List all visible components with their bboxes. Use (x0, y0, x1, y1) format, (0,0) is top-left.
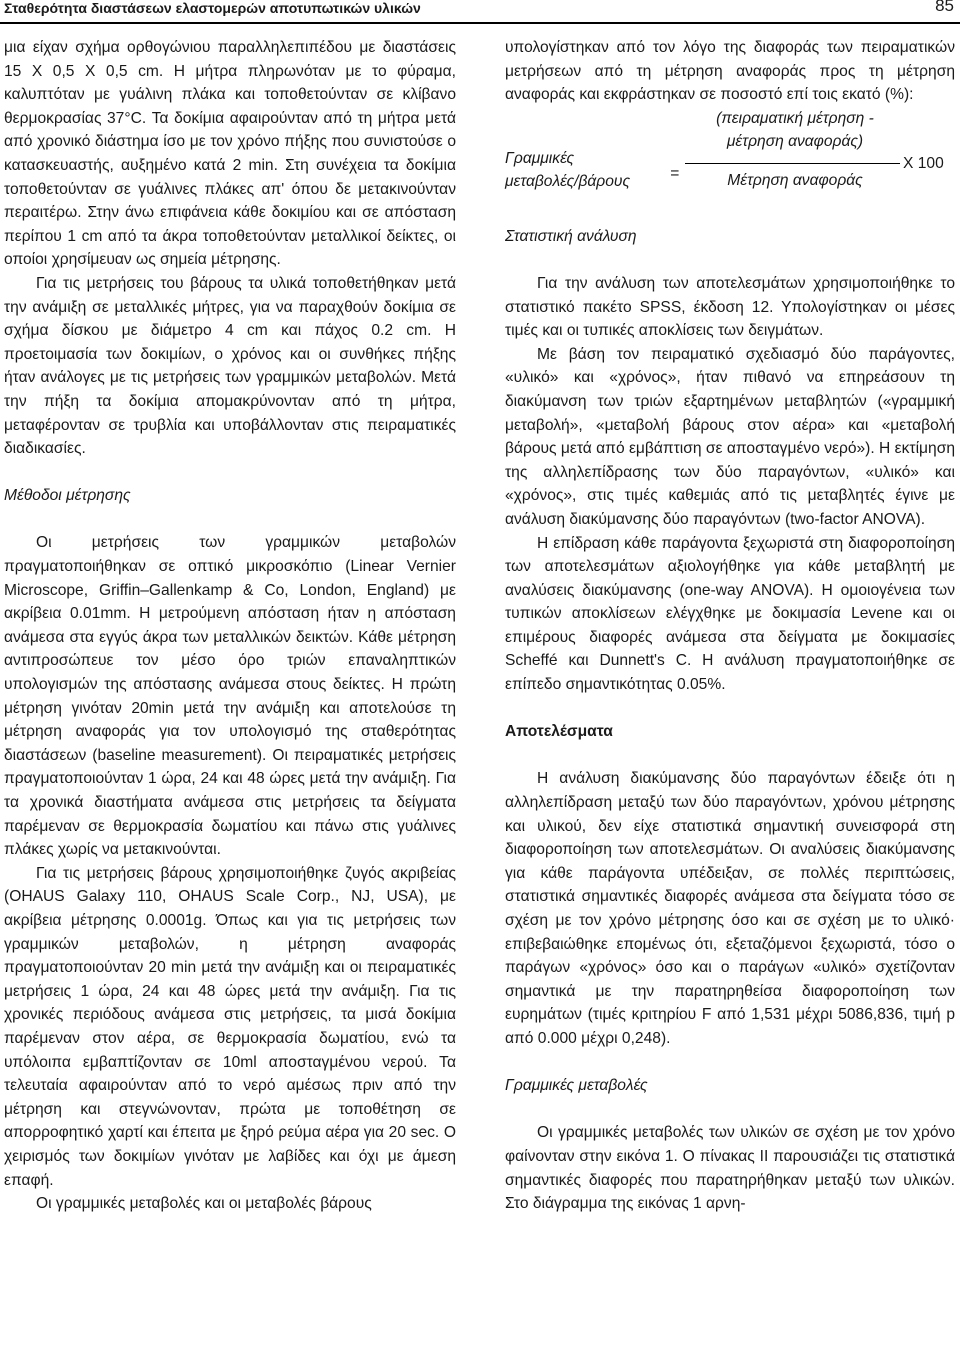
running-title: Σταθερότητα διαστάσεων ελαστομερών αποτυπωτικών υλικών (4, 0, 421, 16)
formula-equals: = (670, 164, 680, 182)
formula-denominator: Μέτρηση αναφοράς (727, 171, 863, 189)
paragraph-results: Η ανάλυση διακύμανσης δύο παραγόντων έδειξε ότι η αλληλεπίδραση μεταξύ των δύο παραγόντων, χρόνου μέτρησης και υλικού, δεν είχε στατιστικά σημαντική συνεισφορά στη διαφοροποίηση των αποτελεσμάτων. Οι αναλύσεις διακύμανσης για κάθε παράγοντα υπέδειξαν, σε πολλές περιπτώσεις, στατιστικά σημαντικές διαφορές ανάμεσα στα δείγματα τόσο σε σχέση με τον χρόνο μέτρησης όσο και σε σχέση με το υλικό· επιβεβαιώθηκε επομένως ότι, εξεταζόμενοι ξεχωριστά, τόσο ο παράγων «χρόνος» όσο και ο παράγων «υλικό» σχετίζονταν σημαντικά με την παρατηρηθείσα διαφοροποίηση των ευρημάτων (τιμές κριτηρίου F από 1,531 μέχρι 5086,836, τιμή p από 0.000 μέχρι 0,248). (505, 770, 955, 1047)
paragraph-specimen-prep: μια είχαν σχήμα ορθογώνιου παραλληλεπιπέδου με διαστάσεις 15 Χ 0,5 Χ 0,5 cm. Η μήτρα πληρωνόταν με το φύραμα, καλυπτόταν με γυάλινη πλάκα και τοποθετούνταν σε κλίβανο θερμοκρασίας 37°C. Τα δοκίμια αφαιρούνταν από τη μήτρα μετά από χρονικό διάστημα ίσο με τον χρόνο πήξης που συνιστούσε ο κατασκευαστής, αυξημένο κατά 2 min. Στη συνέχεια τα δοκίμια τοποθετούνταν σε γυάλινες πλάκες απ' όπου δε μετακινούνταν περαιτέρω. Στην άνω επιφάνεια κάθε δοκιμίου και σε απόσταση περίπου 1 cm από τα άκρα τοποθετούνταν μεταλλικοί δείκτες, οι οποίοι χρησίμευαν ως σημεία μέτρησης. (4, 39, 456, 269)
paragraph-one-way-anova: Η επίδραση κάθε παράγοντα ξεχωριστά στη διαφοροποίηση των αποτελεσμάτων αξιολογήθηκε για κάθε μεταβλητή με αναλύσεις διακύμανσης (one-way ANOVA). Η ομοιογένεια των τυπικών αποκλίσεων ελέγχθηκε με δοκιμασία Levene και οι επιμέρους διαφορές ανάμεσα στα δείγματα με δοκιμασίες Scheffé και Dunnett's C. Η ανάλυση πραγματοποιήθηκε σε επίπεδο σημαντικότητας 0.05%. (505, 534, 955, 694)
paragraph-linear-changes: Οι γραμμικές μεταβολές των υλικών σε σχέση με τον χρόνο φαίνονταν στην εικόνα 1. Ο πίνακας ΙΙ παρουσιάζει τις στατιστικά σημαντικές διαφορές που παρατηρήθηκαν μεταξύ των υλικών. Στο διάγραμμα της εικόνας 1 αρνη- (505, 1124, 955, 1213)
heading-methods: Μέθοδοι μέτρησης (4, 487, 131, 505)
formula-left-line1: Γραμμικές (505, 149, 575, 167)
fraction-bar (685, 163, 900, 164)
formula-numerator-line2: μέτρηση αναφοράς) (726, 132, 864, 150)
paragraph-calculation: υπολογίστηκαν από τον λόγο της διαφοράς των πειραματικών μετρήσεων από τη μέτρηση αναφοράς προς τη μέτρηση αναφοράς και εκφράστηκαν σε ποσοστό επί τοις εκατό (%): (505, 39, 955, 104)
heading-linear-changes: Γραμμικές μεταβολές (505, 1077, 648, 1095)
paragraph-changes-start: Οι γραμμικές μεταβολές και οι μεταβολές βάρους (36, 1195, 372, 1213)
right-column (505, 36, 955, 1216)
heading-statistics: Στατιστική ανάλυση (505, 227, 637, 245)
formula-left-side (505, 147, 630, 193)
paragraph-weight-measurement: Για τις μετρήσεις βάρους χρησιμοποιήθηκε ζυγός ακριβείας (OHAUS Galaxy 110, OHAUS Scale Corp., NJ, USA), με ακρίβεια μέτρησης 0.0001g. Όπως και για τις μετρήσεις των γραμμικών μεταβολών, η μέτρηση αναφοράς πραγματοποιούνταν 20 min μετά την ανάμιξη και οι πειραματικές μετρήσεις 1 ώρα, 24 και 48 ώρες μετά την ανάμιξη. Για τις χρονικές περιόδους ανάμεσα στις μετρήσεις, τα μισά δοκίμια παρέμεναν στον αέρα, σε θερμοκρασία δωματίου, ενώ τα υπόλοιπα εμβαπτίζονταν σε 10ml αποσταγμένου νερού. Τα τελευταία αφαιρούνταν από το νερό αμέσως πριν από την μέτρηση και στεγνώνονταν, πρώτα με τοποθέτηση σε απορροφητικό χαρτί και έπειτα με ξηρό ρεύμα αέρα για 20 sec. Ο χειρισμός των δοκιμίων γινόταν με λαβίδες και όχι με άμεση επαφή. (4, 864, 456, 1189)
paragraph-spss: Για την ανάλυση των αποτελεσμάτων χρησιμοποιήθηκε το στατιστικό πακέτο SPSS, έκδοση 12. Υπολογίστηκαν οι μέσες τιμές και οι τυπικές αποκλίσεις των δειγμάτων. (505, 274, 955, 340)
formula-multiplier: Χ 100 (903, 154, 944, 172)
heading-results: Αποτελέσματα (505, 723, 613, 741)
paragraph-two-factor-anova: Με βάση τον πειραματικό σχεδιασμό δύο παράγοντες, «υλικό» και «χρόνος», ήταν πιθανό να επηρεάσουν τη διακύμανση των τριών εξαρτημένων μεταβλητών («γραμμική μεταβολή», «μεταβολή βάρους στον αέρα» και «μεταβολή βάρους μετά από εμβάπτιση σε αποσταγμένο νερό»). Η εκτίμηση της αλληλεπίδρασης των δύο παραγόντων, «υλικό» και «χρόνος», στις τιμές καθεμιάς από τις μεταβλητές έγινε με ανάλυση διακύμανσης δύο παραγόντων (two-factor ANOVA). (505, 345, 955, 528)
page-header (0, 0, 960, 24)
formula-numerator (690, 107, 900, 153)
paragraph-weight-specimens: Για τις μετρήσεις του βάρους τα υλικά τοποθετήθηκαν μετά την ανάμιξη σε μεταλλικές μήτρες, για να παραχθούν δοκίμια σε σχήμα δίσκου με διάμετρο 4 cm και πάχος 0.2 cm. Η προετοιμασία των δοκιμίων, ο χρόνος και οι συνθήκες πήξης ήταν ανάλογες με τις μετρήσεις των γραμμικών μεταβολών. Μετά την πήξη τα δοκίμια απομακρύνονταν από τη μήτρα, μεταφέρονταν σε τρυβλία και υποβάλλονταν στις πειραματικές διαδικασίες. (4, 274, 456, 458)
formula-left-line2: μεταβολές/βάρους (505, 172, 631, 190)
left-column (4, 36, 456, 1216)
page-number: 85 (935, 0, 954, 15)
formula-numerator-line1: (πειραματική μέτρηση - (716, 109, 874, 127)
percentage-formula (505, 107, 955, 225)
paragraph-linear-measurement: Οι μετρήσεις των γραμμικών μεταβολών πραγματοποιήθηκαν σε οπτικό μικροσκόπιο (Linear Vernier Microscope, Griffin–Gallenkamp & Co, London, England) με ακρίβεια 0.01mm. Η μετρούμενη απόσταση ήταν η απόσταση ανάμεσα στα εγγύς άκρα των μεταλλικών δεικτών. Κάθε μέτρηση αντιπροσώπευε τον μέσο όρο τριών επαναληπτικών υπολογισμών της απόστασης ανάμεσα στους δείκτες. Η πρώτη μέτρηση γινόταν 20min μετά την ανάμιξη και αποτελούσε τη μέτρηση αναφοράς για τον υπολογισμό της σταθερότητας διαστάσεων (baseline measurement). Οι πειραματικές μετρήσεις πραγματοποιούνταν 1 ώρα, 24 και 48 ώρες μετά την ανάμιξη. Για τα χρονικά διαστήματα ανάμεσα στις μετρήσεις τα δείγματα παρέμεναν σε θερμοκρασία δωματίου και πάνω στις γυάλινες πλάκες χωρίς να μετακινούνται. (4, 534, 456, 859)
